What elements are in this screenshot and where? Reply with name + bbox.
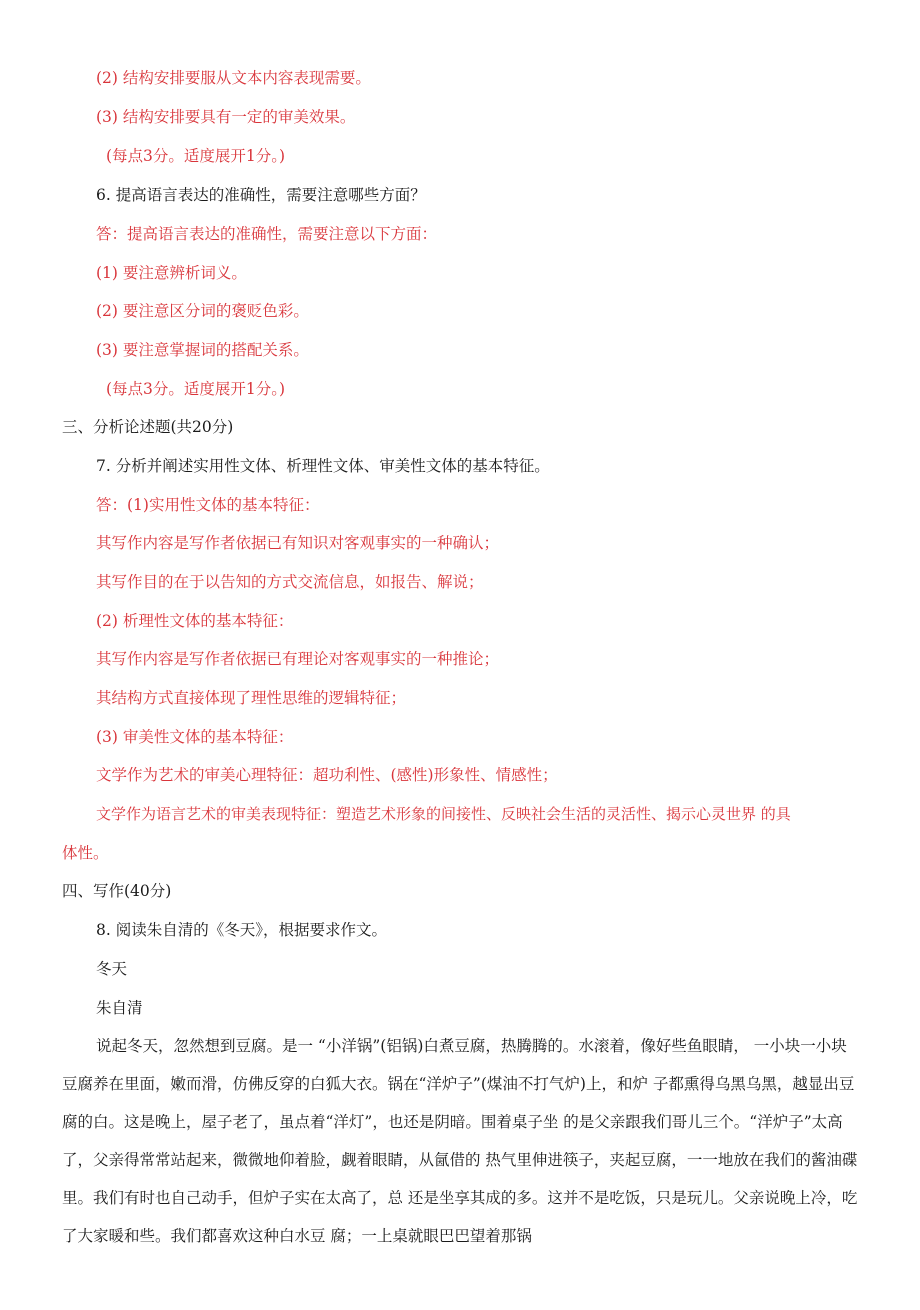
- answer-line: 文学作为艺术的审美心理特征：超功利性、(感性)形象性、情感性；: [96, 766, 558, 784]
- scoring-note: (每点3分。适度展开1分。): [106, 147, 286, 165]
- answer-line: (2) 析理性文体的基本特征：: [96, 612, 294, 630]
- answer-line: 其写作目的在于以告知的方式交流信息，如报告、解说；: [96, 573, 484, 591]
- section-heading: 三、分析论述题(共20分): [62, 418, 234, 436]
- essay-author: 朱自清: [96, 999, 143, 1017]
- question-7: 7. 分析并阐述实用性文体、析理性文体、审美性文体的基本特征。: [96, 457, 550, 475]
- answer-line: (3) 结构安排要具有一定的审美效果。: [96, 108, 356, 126]
- answer-line: (3) 审美性文体的基本特征：: [96, 728, 294, 746]
- question-8: 8. 阅读朱自清的《冬天》，根据要求作文。: [96, 921, 387, 939]
- answer-line: (2) 要注意区分词的褒贬色彩。: [96, 302, 309, 320]
- answer-line: 答：(1)实用性文体的基本特征：: [96, 496, 320, 514]
- answer-line: 文学作为语言艺术的审美表现特征：塑造艺术形象的间接性、反映社会生活的灵活性、揭示心灵世界 的具: [96, 805, 791, 823]
- section-heading: 四、写作(40分): [62, 882, 172, 900]
- essay-paragraph: 说起冬天，忽然想到豆腐。是一 “小洋锅”(铝锅)白煮豆腐，热腾腾的。水滚着，像好些鱼眼睛， 一小块一小块豆腐养在里面，嫩而滑，仿佛反穿的白狐大衣。锅在“洋炉子”(煤油不打气炉)上，和炉 子都熏得乌黑乌黑，越显出豆腐的白。这是晚上，屋子老了，虽点着“洋灯”，也还是阴暗。围着桌子坐 的是父亲跟我们哥儿三个。“洋炉子”太高了，父亲得常常站起来，微微地仰着脸，觑着眼睛，从氤借的 热气里伸进筷子，夹起豆腐，一一地放在我们的酱油碟里。我们有时也自己动手，但炉子实在太高了，总 还是坐享其成的多。这并不是吃饭，只是玩儿。父亲说晚上冷，吃了大家暖和些。我们都喜欢这种白水豆 腐；一上桌就眼巴巴望着那锅: [62, 1037, 858, 1245]
- scoring-note: (每点3分。适度展开1分。): [106, 380, 286, 398]
- question-6: 6. 提高语言表达的准确性，需要注意哪些方面？: [96, 186, 426, 204]
- essay-title: 冬天: [96, 960, 128, 978]
- answer-line: 答：提高语言表达的准确性，需要注意以下方面：: [96, 225, 438, 243]
- answer-line: (1) 要注意辨析词义。: [96, 264, 247, 282]
- answer-line: (2) 结构安排要服从文本内容表现需要。: [96, 69, 371, 87]
- answer-line: (3) 要注意掌握词的搭配关系。: [96, 341, 309, 359]
- answer-line: 其结构方式直接体现了理性思维的逻辑特征；: [96, 689, 407, 707]
- answer-line: 体性。: [62, 844, 109, 862]
- answer-line: 其写作内容是写作者依据已有知识对客观事实的一种确认；: [96, 534, 500, 552]
- answer-line: 其写作内容是写作者依据已有理论对客观事实的一种推论；: [96, 650, 500, 668]
